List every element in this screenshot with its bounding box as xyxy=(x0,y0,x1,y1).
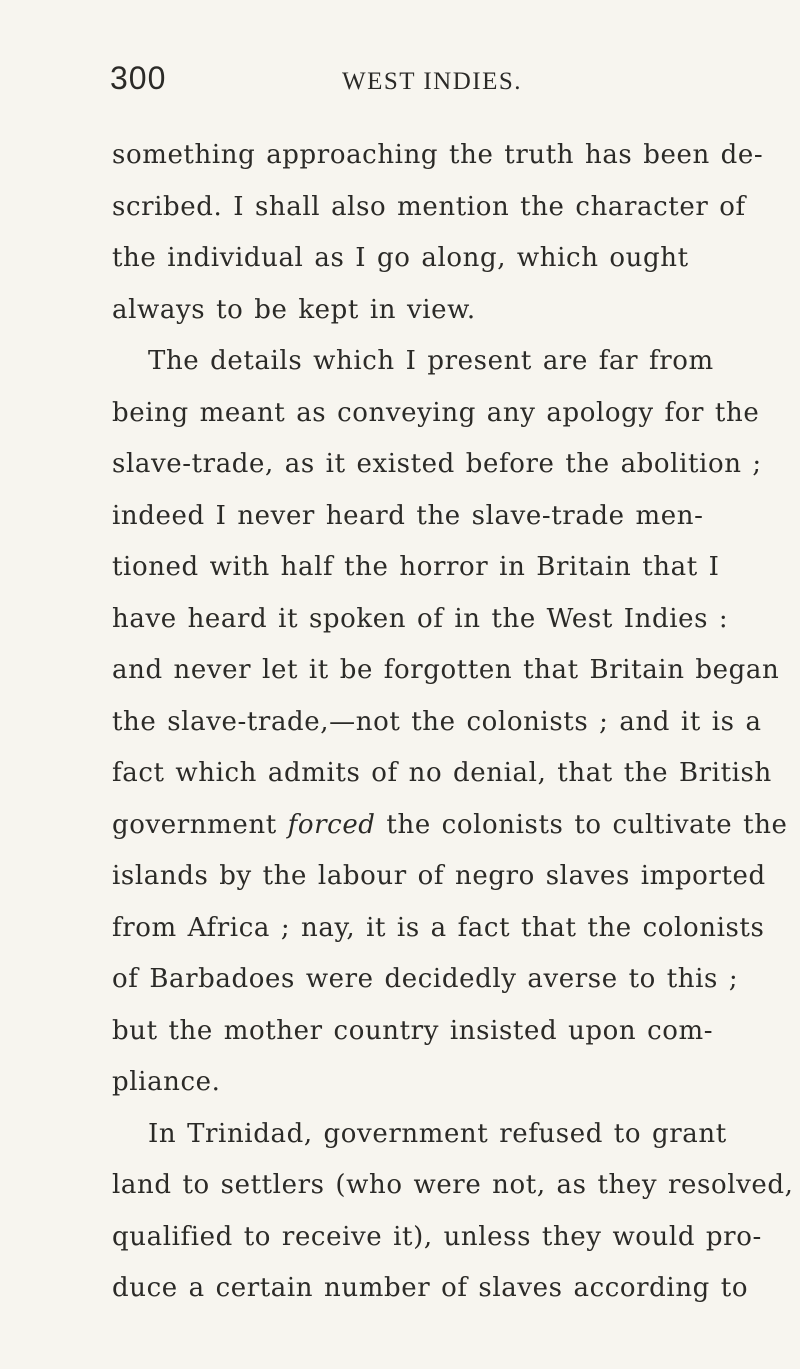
text-line: the individual as I go along, which ought xyxy=(112,243,689,273)
text-line: but the mother country insisted upon com- xyxy=(112,1015,714,1046)
text-line: duce a certain number of slaves according to xyxy=(112,1273,749,1303)
text-line: something approaching the truth has been de- xyxy=(112,140,764,170)
line-text-after: the colonists to cultivate the xyxy=(375,809,788,840)
text-line: and never let it be forgotten that Britain began xyxy=(112,655,780,685)
text-line: always to be kept in view. xyxy=(112,294,476,325)
text-line: slave-trade, as it existed before the abolition ; xyxy=(112,449,762,479)
paragraph-start-line: In Trinidad, government refused to grant xyxy=(148,1118,727,1149)
text-line: scribed. I shall also mention the character of xyxy=(112,191,746,222)
text-line: islands by the labour of negro slaves imported xyxy=(112,861,766,891)
body-text xyxy=(112,134,794,1319)
italic-word: forced xyxy=(287,809,376,840)
page-header xyxy=(110,60,720,104)
text-line: qualified to receive it), unless they would pro- xyxy=(112,1221,762,1252)
line-text-before: government xyxy=(112,809,288,840)
text-line: tioned with half the horror in Britain that I xyxy=(112,552,720,582)
text-line: of Barbadoes were decidedly averse to this ; xyxy=(112,964,739,994)
text-line: pliance. xyxy=(112,1067,221,1097)
text-line-with-italic xyxy=(112,804,788,856)
running-head: WEST INDIES. xyxy=(342,68,523,95)
text-line: land to settlers (who were not, as they resolved, xyxy=(112,1170,794,1200)
text-line: indeed I never heard the slave-trade men- xyxy=(112,500,704,531)
paragraph-start-line: The details which I present are far from xyxy=(148,346,714,376)
text-line: being meant as conveying any apology for the xyxy=(112,397,760,428)
text-line: from Africa ; nay, it is a fact that the colonists xyxy=(112,912,765,943)
page-number: 300 xyxy=(110,60,167,96)
text-line: the slave-trade,—not the colonists ; and it is a xyxy=(112,706,762,737)
text-line: fact which admits of no denial, that the British xyxy=(112,758,772,788)
text-line: have heard it spoken of in the West Indies : xyxy=(112,603,729,634)
